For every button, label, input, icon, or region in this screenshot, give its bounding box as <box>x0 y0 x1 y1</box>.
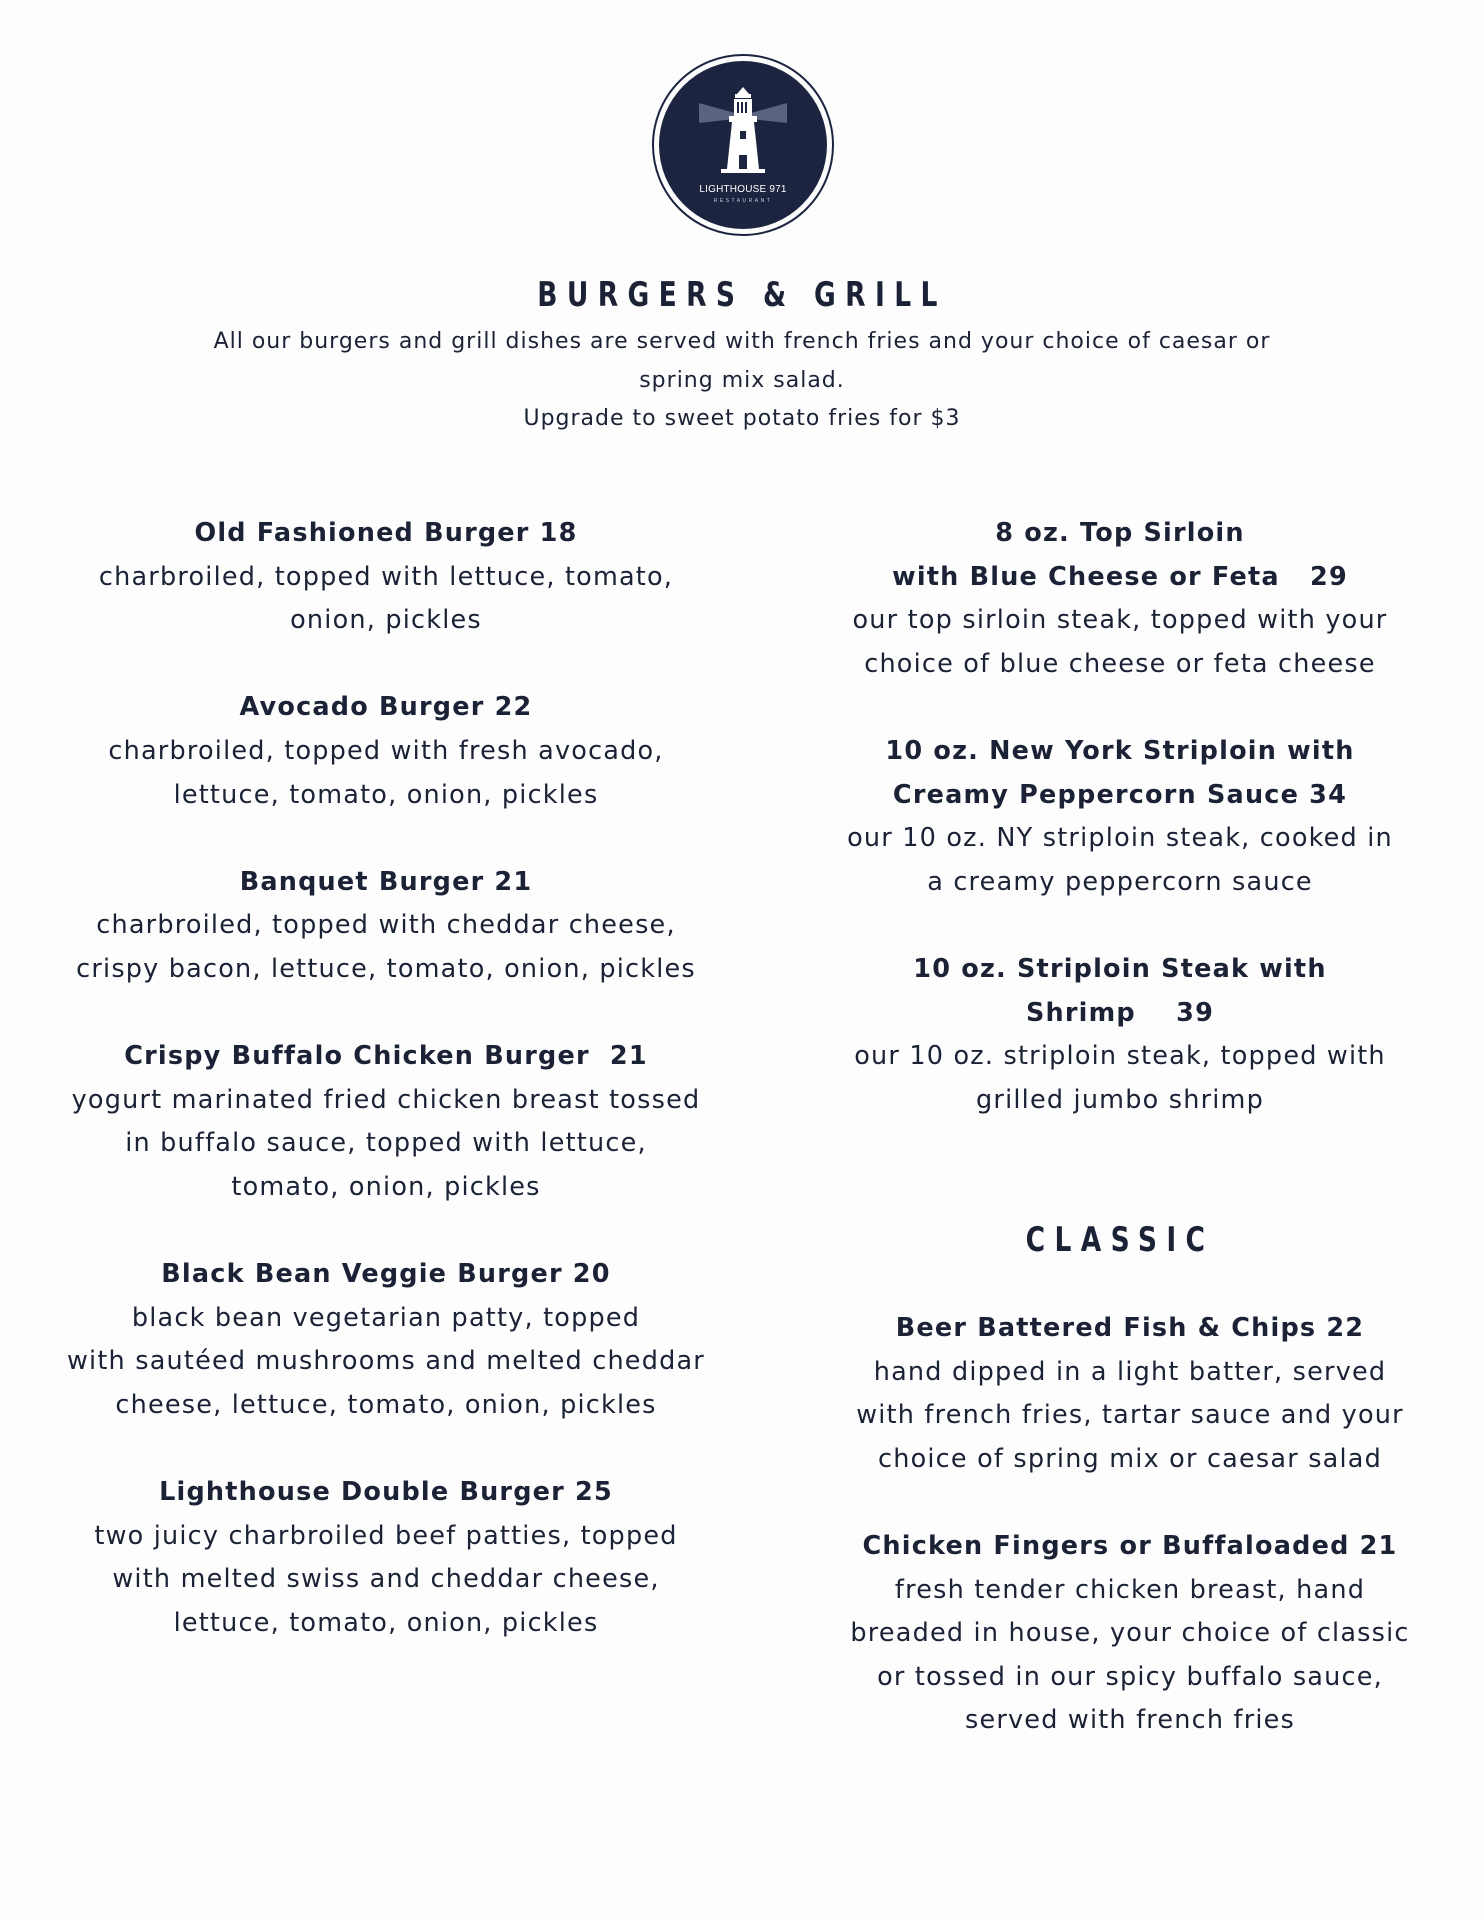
burgers-column <box>42 512 730 1645</box>
intro-line: All our burgers and grill dishes are served with french fries and your choice of caesar or <box>213 329 1271 354</box>
menu-item <box>810 1525 1450 1743</box>
menu-item-description: lettuce, tomato, onion, pickles <box>173 779 599 810</box>
menu-item-description: choice of spring mix or caesar salad <box>877 1443 1383 1474</box>
menu-item <box>810 1307 1450 1481</box>
menu-item-description: breaded in house, your choice of classic <box>850 1618 1410 1649</box>
menu-item-description: fresh tender chicken breast, hand <box>894 1574 1366 1605</box>
menu-item-name: 10 oz. New York Striploin with <box>885 735 1355 766</box>
menu-item-description: yogurt marinated fried chicken breast tossed <box>71 1084 701 1115</box>
menu-item-description: charbroiled, topped with fresh avocado, <box>108 735 664 766</box>
menu-item-name: Creamy Peppercorn Sauce 34 <box>892 779 1348 810</box>
menu-item-description: our 10 oz. NY striploin steak, cooked in <box>847 823 1393 854</box>
menu-item-description: choice of blue cheese or feta cheese <box>864 648 1376 679</box>
menu-item-description: charbroiled, topped with cheddar cheese, <box>96 910 676 941</box>
menu-item-description: lettuce, tomato, onion, pickles <box>173 1607 599 1638</box>
menu-item-description: grilled jumbo shrimp <box>976 1084 1264 1115</box>
menu-item-description: or tossed in our spicy buffalo sauce, <box>877 1661 1383 1692</box>
menu-item-description: crispy bacon, lettuce, tomato, onion, pickles <box>76 953 696 984</box>
menu-item-description: a creamy peppercorn sauce <box>927 866 1313 897</box>
menu-item-description: our 10 oz. striploin steak, topped with <box>854 1041 1386 1072</box>
menu-item-description: served with french fries <box>964 1705 1296 1736</box>
menu-item-name: Lighthouse Double Burger 25 <box>159 1477 613 1508</box>
menu-item-description: with melted swiss and cheddar cheese, <box>112 1564 660 1595</box>
menu-item-description: cheese, lettuce, tomato, onion, pickles <box>115 1389 657 1420</box>
menu-item-description: in buffalo sauce, topped with lettuce, <box>125 1128 647 1159</box>
menu-item-name: with Blue Cheese or Feta 29 <box>892 561 1348 592</box>
menu-item-description: two juicy charbroiled beef patties, topped <box>94 1520 678 1551</box>
menu-item <box>42 1471 730 1645</box>
intro-line: spring mix salad. <box>639 367 845 393</box>
menu-item <box>42 512 730 643</box>
menu-item <box>42 686 730 817</box>
menu-item <box>810 512 1430 686</box>
menu-item <box>42 1035 730 1209</box>
section-title-burgers-grill: BURGERS & GRILL <box>537 275 947 315</box>
menu-item-description: black bean vegetarian patty, topped <box>131 1302 641 1333</box>
menu-item <box>810 948 1430 1122</box>
menu-item-name: Black Bean Veggie Burger 20 <box>161 1259 611 1290</box>
logo-name: LIGHTHOUSE 971 <box>699 184 787 195</box>
menu-item-description: hand dipped in a light batter, served <box>873 1356 1387 1387</box>
menu-item-description: onion, pickles <box>290 605 482 636</box>
menu-item-name: 10 oz. Striploin Steak with <box>913 953 1327 984</box>
menu-item <box>42 1253 730 1427</box>
menu-item-name: Crispy Buffalo Chicken Burger 21 <box>124 1041 648 1072</box>
menu-item-name: Chicken Fingers or Buffaloaded 21 <box>862 1530 1398 1561</box>
section-title-classic: CLASSIC <box>1025 1220 1215 1260</box>
menu-item-description: with sautéed mushrooms and melted cheddar <box>67 1346 705 1377</box>
grill-column <box>810 512 1430 1122</box>
menu-item <box>810 730 1430 904</box>
restaurant-logo <box>652 54 834 236</box>
menu-item-name: Shrimp 39 <box>1025 997 1215 1028</box>
classic-column <box>810 1307 1450 1743</box>
intro-line: Upgrade to sweet potato fries for $3 <box>523 406 961 431</box>
menu-item-name: Beer Battered Fish & Chips 22 <box>895 1313 1365 1343</box>
logo-subtitle: RESTAURANT <box>713 198 773 204</box>
menu-item-description: with french fries, tartar sauce and your <box>856 1400 1404 1431</box>
menu-item-name: 8 oz. Top Sirloin <box>995 518 1245 548</box>
section-intro <box>140 323 1344 439</box>
menu-item-name: Avocado Burger 22 <box>239 692 533 723</box>
menu-item-name: Old Fashioned Burger 18 <box>194 518 578 548</box>
lighthouse-logo-badge <box>659 61 827 229</box>
menu-item <box>42 861 730 992</box>
menu-item-description: charbroiled, topped with lettuce, tomato, <box>98 561 674 592</box>
menu-item-description: our top sirloin steak, topped with your <box>852 605 1388 636</box>
menu-item-name: Banquet Burger 21 <box>239 866 533 897</box>
menu-item-description: tomato, onion, pickles <box>231 1171 541 1202</box>
